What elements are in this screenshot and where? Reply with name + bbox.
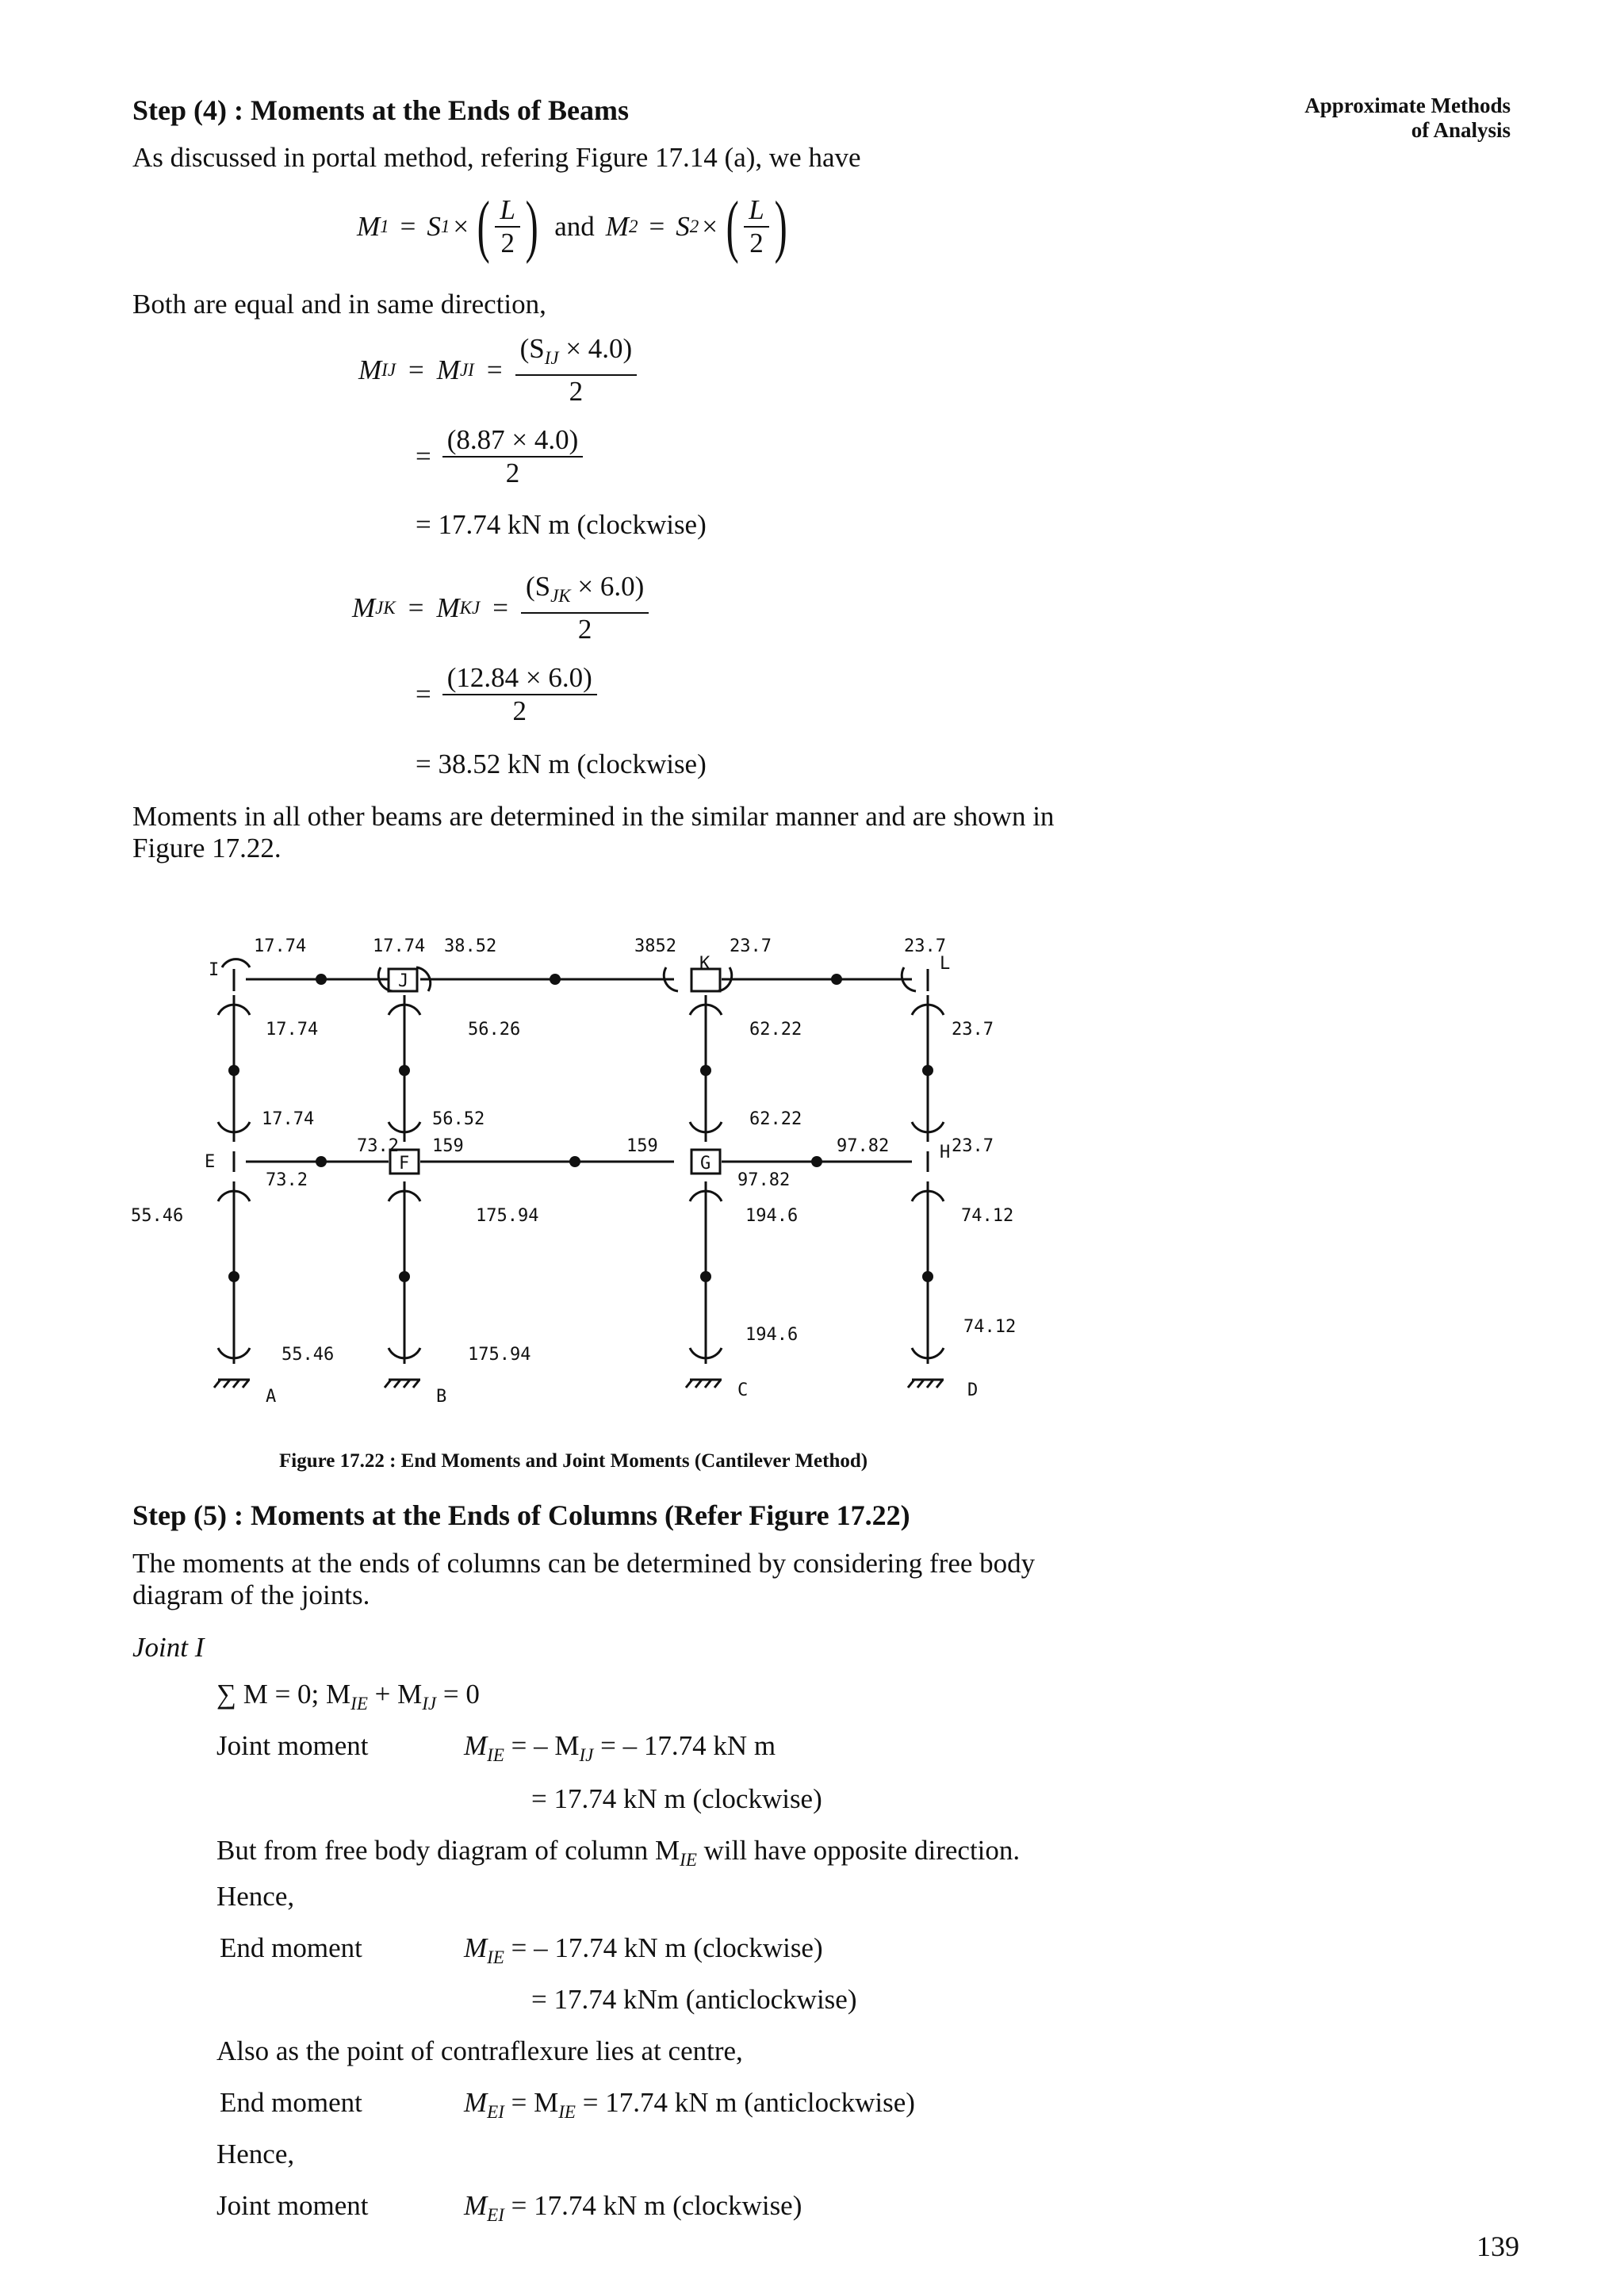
mij-equation: M IJ = M JI = $\frac{(S_{IJ} \times 4.0)}{2}$ (358, 333, 637, 408)
end-moment-2-label: End moment (220, 2087, 362, 2118)
joint-heading: Joint I (132, 1632, 205, 1663)
label-top-1: 17.74 (254, 936, 307, 956)
running-head-line1: Approximate Methods (1304, 94, 1511, 117)
label-base-3: 194.6 (745, 1325, 799, 1345)
label-mid-2: 56.52 (432, 1109, 485, 1129)
end-moment-equation: $M_{IE}$ = – 17.74 kN m (clockwise) (464, 1932, 823, 1967)
label-upper-col-2: 56.26 (468, 1020, 521, 1040)
contraflexure-point (811, 1156, 822, 1167)
contraflexure-point (550, 974, 561, 985)
joint-moment-result: = 17.74 kN m (clockwise) (531, 1783, 822, 1814)
joint-L: L (940, 954, 951, 974)
label-top-3: 38.52 (444, 936, 497, 956)
contraflexure-text: Also as the point of contraflexure lies at centre, (216, 2035, 743, 2066)
label-mid-7: 97.82 (837, 1136, 890, 1156)
label-base-1: 55.46 (282, 1345, 335, 1365)
label-mid-6: 62.22 (749, 1109, 802, 1129)
contraflexure-point (831, 974, 842, 985)
label-mid-9: 73.2 (266, 1170, 308, 1190)
label-top-4: 3852 (634, 936, 676, 956)
hence-1: Hence, (216, 1881, 295, 1912)
joint-J: J (398, 971, 409, 991)
joint-G: G (700, 1154, 711, 1174)
running-head-line2: of Analysis (1411, 118, 1511, 142)
contraflexure-point (316, 974, 327, 985)
moments-other-line1: Moments in all other beams are determined in the similar manner and are shown in (132, 801, 1055, 832)
label-top-5: 23.7 (730, 936, 772, 956)
m1-m2-formula: M 1 = S 1 × ( $\frac{L}{2}$ ) and M 2 = S 2 × ( $\frac{L}{2}$ ) (357, 188, 787, 265)
mij-substitution: = $\frac{(8.87 \times 4.0)}{2}$ (416, 424, 583, 489)
step5-intro-line2: diagram of the joints. (132, 1580, 370, 1610)
frame-moment-diagram (119, 920, 1071, 1427)
step4-intro: As discussed in portal method, refering Figure 17.14 (a), we have (132, 142, 861, 173)
label-top-2: 17.74 (373, 936, 426, 956)
end-moment-result: = 17.74 kNm (anticlockwise) (531, 1984, 857, 2015)
contraflexure-point (228, 1271, 239, 1282)
free-body-text: But from free body diagram of column $M_{IE}$ will have opposite direction. (216, 1835, 1021, 1870)
support-D: D (967, 1380, 979, 1400)
label-base-2: 175.94 (468, 1345, 531, 1365)
joint-K: K (699, 954, 710, 974)
end-moment-2-equation: $M_{EI} = M_{IE} = 17.74$ kN m (anticlockwise) (464, 2087, 915, 2122)
mjk-result: = 38.52 kN m (clockwise) (416, 749, 707, 779)
contraflexure-point (922, 1271, 933, 1282)
joint-moment-2-equation: $M_{EI} = 17.74$ kN m (clockwise) (464, 2190, 802, 2225)
mjk-equation: M JK = M KJ = $\frac{(S_{JK} \times 6.0)}{2}$ (352, 571, 649, 645)
label-mid-4: 159 (432, 1136, 464, 1156)
label-base-4: 74.12 (963, 1317, 1017, 1337)
label-lower-col-4: 74.12 (961, 1206, 1014, 1226)
label-mid-1: 17.74 (262, 1109, 315, 1129)
label-upper-col-4: 23.7 (952, 1020, 994, 1040)
label-lower-col-2: 175.94 (476, 1206, 539, 1226)
contraflexure-point (922, 1065, 933, 1076)
mjk-substitution: = $\frac{(12.84 \times 6.0)}{2}$ (416, 662, 597, 727)
joint-I: I (209, 960, 220, 980)
contraflexure-point (700, 1271, 711, 1282)
step5-intro-line1: The moments at the ends of columns can be determined by considering free body (132, 1548, 1036, 1579)
hence-2: Hence, (216, 2139, 295, 2169)
contraflexure-point (700, 1065, 711, 1076)
contraflexure-point (569, 1156, 580, 1167)
contraflexure-point (399, 1271, 410, 1282)
label-lower-col-1: 55.46 (131, 1206, 184, 1226)
label-lower-col-3: 194.6 (745, 1206, 799, 1226)
label-mid-5: 159 (626, 1136, 658, 1156)
end-moment-label: End moment (220, 1932, 362, 1963)
label-mid-10: 97.82 (737, 1170, 791, 1190)
sum-moment-equation: ∑ M = 0; $M_{IE} + M_{IJ} = 0$ (216, 1679, 480, 1714)
joint-moment-equation: $M_{IE}$ = – $M_{IJ}$ = – 17.74 kN m (464, 1730, 776, 1765)
support-C: C (737, 1380, 749, 1400)
label-upper-col-3: 62.22 (749, 1020, 802, 1040)
contraflexure-point (316, 1156, 327, 1167)
support-B: B (436, 1387, 447, 1407)
moments-other-line2: Figure 17.22. (132, 833, 282, 863)
joint-moment-2-label: Joint moment (216, 2190, 369, 2221)
label-mid-8: 23.7 (952, 1136, 994, 1156)
step4-heading: Step (4) : Moments at the Ends of Beams (132, 94, 629, 126)
page-number: 139 (1477, 2230, 1519, 2262)
figure-caption: Figure 17.22 : End Moments and Joint Moments (Cantilever Method) (279, 1450, 868, 1472)
label-top-6: 23.7 (904, 936, 946, 956)
support-A: A (266, 1387, 277, 1407)
joint-F: F (399, 1154, 410, 1174)
contraflexure-point (399, 1065, 410, 1076)
joint-moment-label: Joint moment (216, 1730, 369, 1761)
step5-heading: Step (5) : Moments at the Ends of Columns (Refer Figure 17.22) (132, 1499, 910, 1531)
running-head (1237, 94, 1511, 143)
label-upper-col-1: 17.74 (266, 1020, 319, 1040)
contraflexure-point (228, 1065, 239, 1076)
joint-H: H (940, 1143, 951, 1162)
label-mid-3: 73.2 (357, 1136, 399, 1156)
both-equal-text: Both are equal and in same direction, (132, 289, 546, 320)
mij-result: = 17.74 kN m (clockwise) (416, 509, 707, 540)
joint-E: E (205, 1152, 216, 1172)
